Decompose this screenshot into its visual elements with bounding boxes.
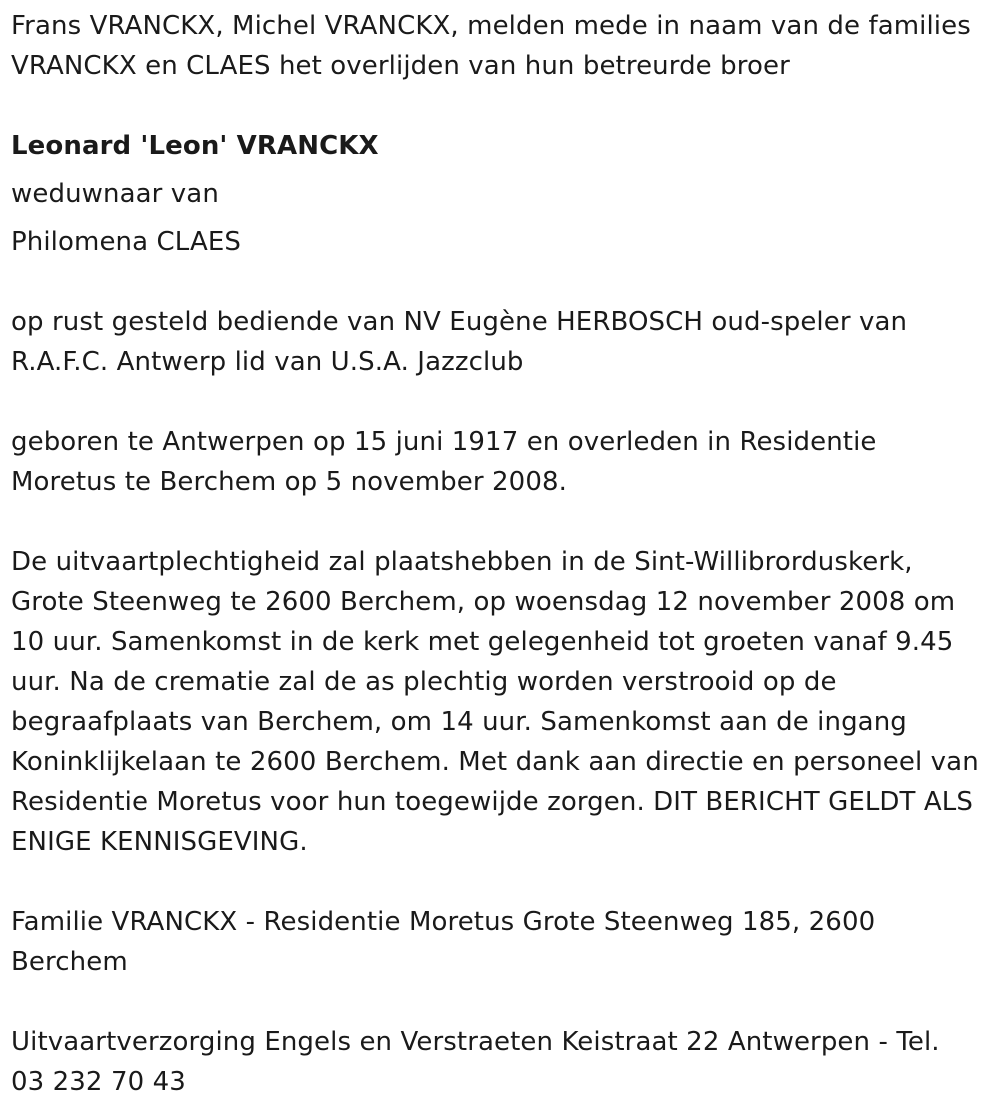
- life-line-2: Moretus te Berchem op 5 november 2008.: [11, 467, 567, 497]
- ceremony-line: 10 uur. Samenkomst in de kerk met gelegenheid tot groeten vanaf 9.45: [11, 627, 954, 657]
- family-address-line-1: Familie VRANCKX - Residentie Moretus Grote Steenweg 185, 2600: [11, 907, 876, 937]
- life-line-1: geboren te Antwerpen op 15 juni 1917 en overleden in Residentie: [11, 427, 877, 457]
- ceremony-line: Koninklijkelaan te 2600 Berchem. Met dank aan directie en personeel van: [11, 747, 979, 777]
- ceremony-line: uur. Na de crematie zal de as plechtig worden verstrooid op de: [11, 667, 837, 697]
- ceremony-line: ENIGE KENNISGEVING.: [11, 827, 308, 857]
- ceremony-line: De uitvaartplechtigheid zal plaatshebben in de Sint-Willibrorduskerk,: [11, 547, 913, 577]
- family-address-line-2: Berchem: [11, 947, 128, 977]
- deceased-name: Leonard 'Leon' VRANCKX: [11, 131, 379, 161]
- ceremony-line: Grote Steenweg te 2600 Berchem, op woensdag 12 november 2008 om: [11, 587, 956, 617]
- ceremony-line: Residentie Moretus voor hun toegewijde zorgen. DIT BERICHT GELDT ALS: [11, 787, 973, 817]
- career-line-2: R.A.F.C. Antwerp lid van U.S.A. Jazzclub: [11, 347, 524, 377]
- intro-line-2: VRANCKX en CLAES het overlijden van hun betreurde broer: [11, 51, 790, 81]
- career-line-1: op rust gesteld bediende van NV Eugène HERBOSCH oud-speler van: [11, 307, 908, 337]
- undertaker-line-1: Uitvaartverzorging Engels en Verstraeten Keistraat 22 Antwerpen - Tel.: [11, 1027, 940, 1057]
- deceased-relation: weduwnaar van: [11, 179, 219, 209]
- intro-line-1: Frans VRANCKX, Michel VRANCKX, melden mede in naam van de families: [11, 11, 971, 41]
- ceremony-line: begraafplaats van Berchem, om 14 uur. Samenkomst aan de ingang: [11, 707, 907, 737]
- spouse-name: Philomena CLAES: [11, 227, 241, 257]
- undertaker-phone: 03 232 70 43: [11, 1067, 186, 1097]
